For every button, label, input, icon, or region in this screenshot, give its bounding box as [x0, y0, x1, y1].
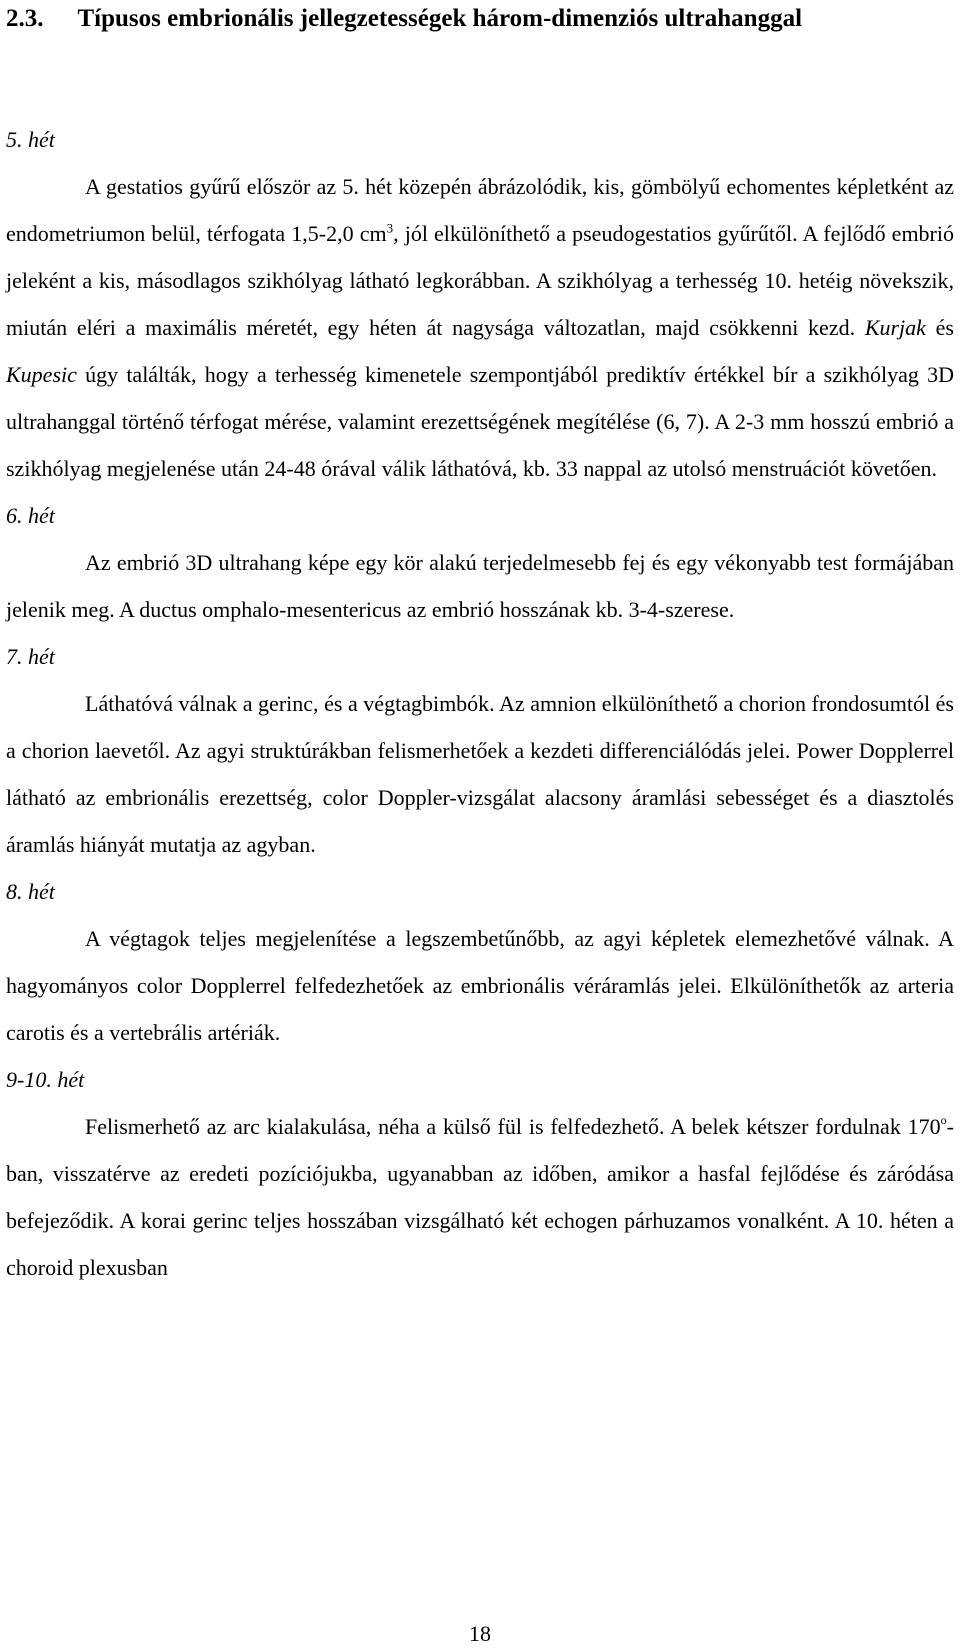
week-8-label: 8. hét — [6, 879, 55, 904]
week-6-label: 6. hét — [6, 503, 55, 528]
cubic-superscript: 3 — [386, 220, 394, 236]
week-9-10-text-2: -ban, visszatérve az eredeti pozíciójukba, ugyanabban az időben, amikor a hasfal fejlődése és záródása befejeződik. A korai gerinc teljes hosszában vizsgálható két echogen párhuzamos vonalként. A 10. héten a choroid plexusban — [6, 1114, 954, 1280]
degree-superscript: o — [940, 1113, 947, 1127]
week-5-paragraph — [6, 163, 954, 492]
week-5-and: és — [925, 315, 954, 340]
section-title: Típusos embrionális jellegzetességek három-dimenziós ultrahanggal — [77, 5, 803, 32]
week-9-10-text-1: Felismerhető az arc kialakulása, néha a külső fül is felfedezhető. A belek kétszer fordulnak 170 — [85, 1114, 941, 1139]
week-7-label: 7. hét — [6, 644, 55, 669]
week-5-text-3: úgy találták, hogy a terhesség kimenetele szempontjából prediktív értékkel bír a szikhólyag 3D ultrahanggal történő térfogat mérése, valamint erezettségének megítélése (6, 7). A 2-3 mm hosszú embrió a szikhólyag megjelenése után 24-48 órával válik láthatóvá, kb. 33 nappal az utolsó menstruációt követően. — [6, 362, 954, 481]
week-5-label: 5. hét — [6, 127, 55, 152]
week-5-text-1: A gestatios gyűrű először az 5. hét közepén ábrázolódik, kis, gömbölyű echomentes képletként az endometriumon belül, térfogata 1,5-2,0 cm — [6, 174, 954, 246]
section-heading — [6, 2, 954, 36]
week-9-10-label: 9-10. hét — [6, 1067, 85, 1092]
body-text — [6, 116, 954, 1291]
week-6-paragraph: Az embrió 3D ultrahang képe egy kör alakú terjedelmesebb fej és egy vékonyabb test formájában jelenik meg. A ductus omphalo-mesentericus az embrió hosszának kb. 3-4-szerese. — [6, 550, 954, 622]
section-number: 2.3. — [6, 5, 44, 32]
page-number: 18 — [469, 1621, 491, 1646]
week-5-text-2: , jól elkülöníthető a pseudogestatios gyűrűtől. A fejlődő embrió jeleként a kis, másodlagos szikhólyag látható legkorábban. A szikhólyag a terhesség 10. hetéig növekszik, miután eléri a maximális méretét, egy héten át nagysága változatlan, majd csökkenni kezd. — [6, 221, 955, 340]
week-9-10-paragraph — [6, 1103, 954, 1291]
week-8-paragraph: A végtagok teljes megjelenítése a legszembetűnőbb, az agyi képletek elemezhetővé válnak. A hagyományos color Dopplerrel felfedezhetőek az embrionális véráramlás jelei. Elkülöníthetők az arteria carotis és a vertebrális artériák. — [6, 926, 954, 1045]
week-7-paragraph: Láthatóvá válnak a gerinc, és a végtagbimbók. Az amnion elkülöníthető a chorion frondosumtól és a chorion laevetől. Az agyi struktúrákban felismerhetőek a kezdeti differenciálódás jelei. Power Dopplerrel látható az embrionális erezettség, color Doppler-vizsgálat alacsony áramlási sebességet és a diasztolés áramlás hiányát mutatja az agyban. — [6, 691, 954, 857]
author-kupesic: Kupesic — [6, 362, 77, 387]
author-kurjak: Kurjak — [864, 315, 926, 340]
